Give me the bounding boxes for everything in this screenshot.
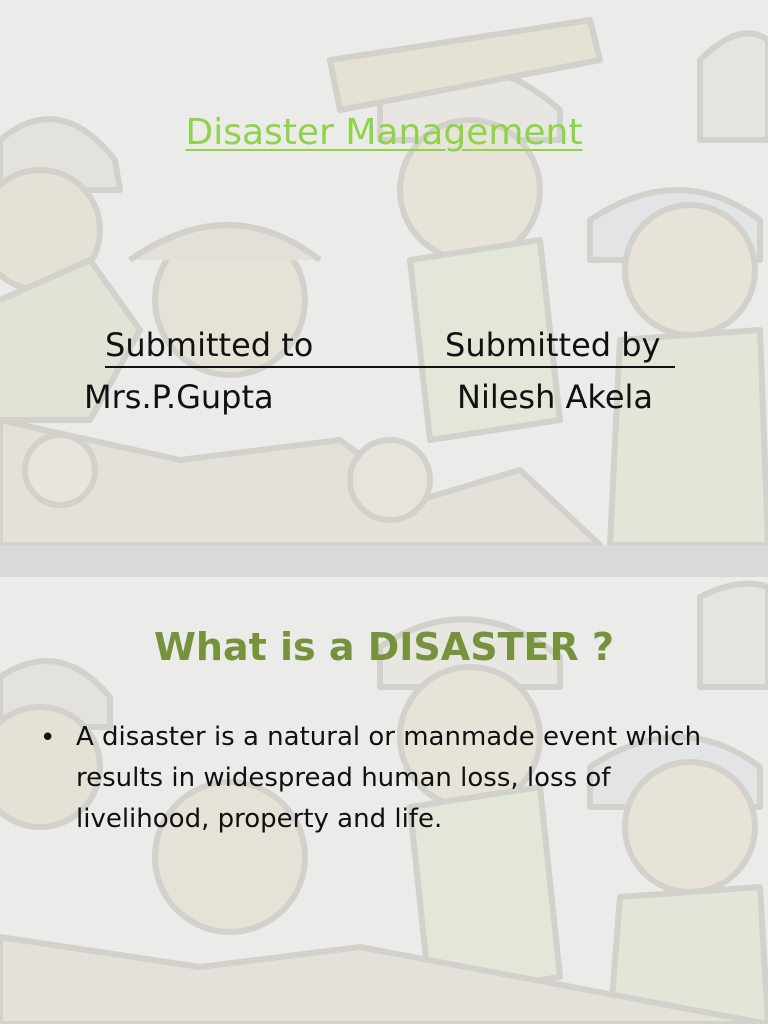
slide-definition xyxy=(0,577,768,1024)
bullet-text: A disaster is a natural or manmade event which results in widespread human loss, loss of livelihood, property and life. xyxy=(76,722,702,834)
submitted-by-name: Nilesh Akela xyxy=(457,378,653,416)
submitted-to-label: Submitted to xyxy=(105,326,314,364)
bullet-item xyxy=(40,717,720,840)
submitted-underline xyxy=(105,366,675,368)
slide-title-heading: Disaster Management xyxy=(185,112,583,153)
bullet-dot-icon: • xyxy=(40,723,56,753)
definition-heading: What is a DISASTER ? xyxy=(154,625,614,669)
submitted-to-name: Mrs.P.Gupta xyxy=(84,378,274,416)
submitted-by-label: Submitted by xyxy=(445,326,661,364)
